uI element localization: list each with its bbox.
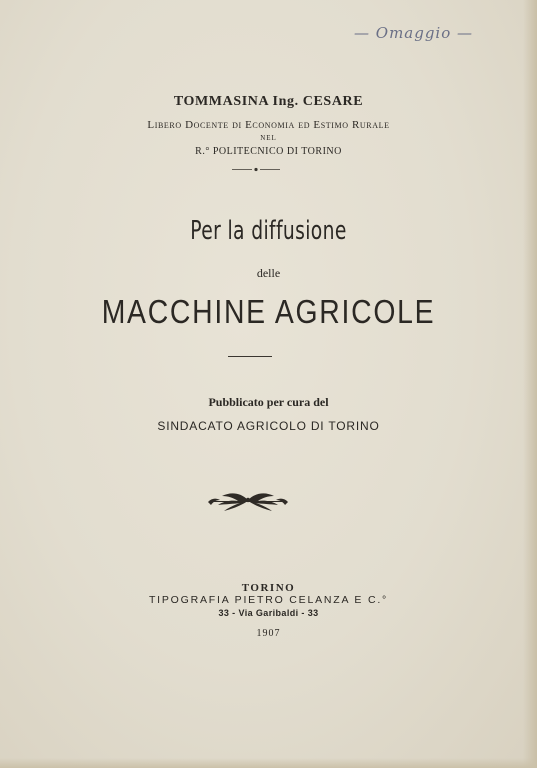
- handwritten-inscription: — Omaggio —: [354, 24, 474, 42]
- author-line: [0, 94, 537, 110]
- imprint-city: TORINO: [241, 582, 296, 594]
- small-ornamental-rule: [232, 167, 280, 172]
- publisher-credit: Pubblicato per cura del: [208, 395, 329, 409]
- author-surname: TOMMASINA: [173, 94, 269, 109]
- affiliation-line-2: NEL: [260, 134, 277, 142]
- title-divider: [228, 356, 272, 357]
- leaf-ornament-icon: [204, 486, 292, 512]
- title-line-2: delle: [256, 266, 281, 280]
- publisher-name: SINDACATO AGRICOLO DI TORINO: [157, 419, 380, 433]
- author-title: Ing.: [272, 94, 299, 109]
- title-line-3: MACCHINE AGRICOLE: [101, 293, 436, 330]
- page-edge-shadow: [523, 0, 537, 768]
- affiliation-line-1: Libero Docente di Economia ed Estimo Rurale: [147, 119, 390, 131]
- title-line-1: Per la diffusione: [190, 216, 347, 246]
- imprint-printer: TIPOGRAFIA PIETRO CELANZA E C.°: [148, 594, 389, 606]
- imprint-address: 33 - Via Garibaldi - 33: [218, 608, 319, 618]
- imprint-year: 1907: [256, 628, 281, 639]
- author-name: CESARE: [302, 94, 364, 109]
- affiliation-line-3: R.° POLITECNICO DI TORINO: [195, 146, 342, 157]
- page-bottom-shadow: [0, 758, 537, 768]
